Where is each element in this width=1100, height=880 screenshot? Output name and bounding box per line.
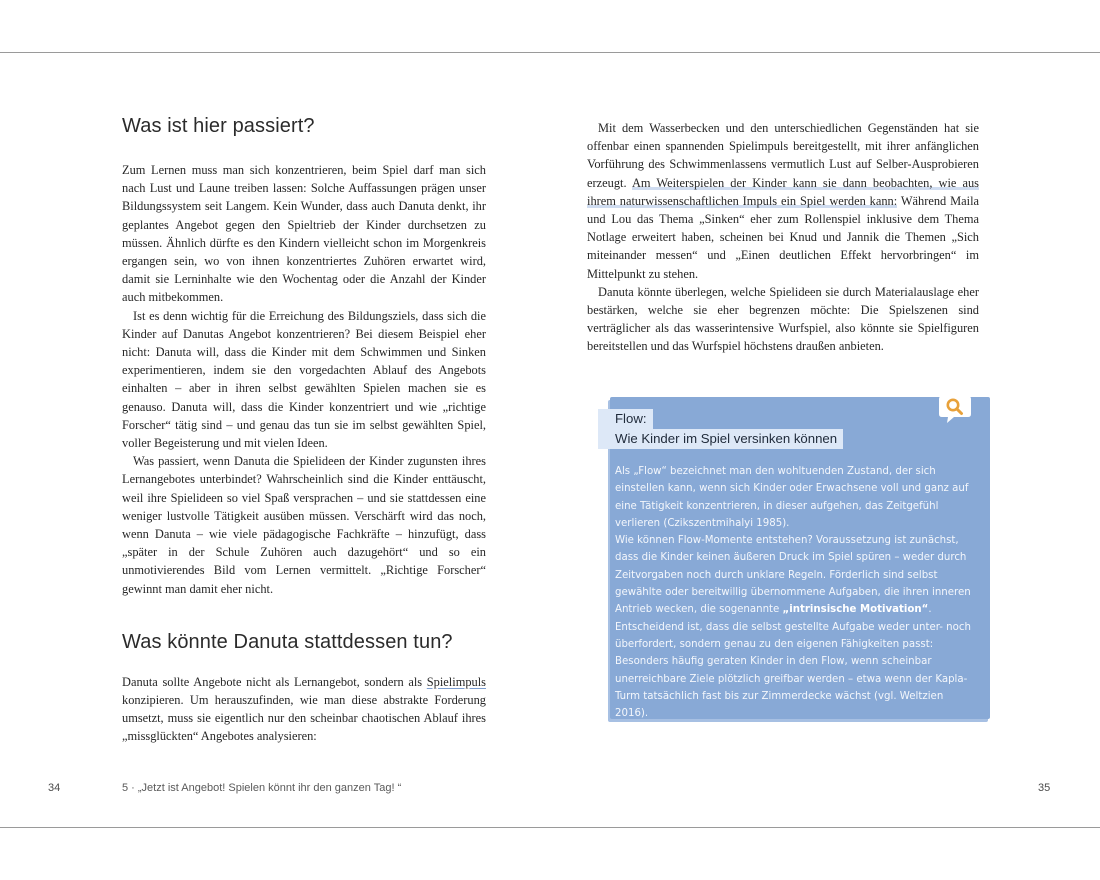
right-paragraph-2: Danuta könnte überlegen, welche Spielideen sie durch Materialauslage eher bestärken, welche sie eher begrenzen möchte: Die Spielszenen sind verträglicher als das wasserintensive Wurfspiel, also könnte sie Spielfiguren bereitstellen und das Wurfspiel höchstens draußen anbieten.	[587, 284, 979, 354]
running-head: 5 · „Jetzt ist Angebot! Spielen könnt ihr den ganzen Tag! “	[122, 782, 402, 794]
highlighted-passage: Am Weiterspielen der Kinder kann sie dann beobachten, wie aus ihrem naturwissenschaftlichen Impuls ein Spiel werden kann:	[587, 175, 979, 208]
right-page-number: 35	[1038, 782, 1051, 794]
right-paragraph-1	[587, 119, 979, 283]
right-column	[587, 119, 979, 356]
right-paragraph-1-text-b: Während Maila und Lou das Thema „Sinken“ eher zum Rollenspiel inklusive dem Thema Notlage erweitert haben, scheinen bei Knud und Jannik die Themen „Sich miteinander messen“ und „Einen deutlichen Effekt hervorbringen“ im Mittelpunkt zu stehen.	[587, 193, 980, 281]
flow-paragraph-2-text-a: Wie können Flow-Momente entstehen? Voraussetzung ist zunächst, dass die Kinder keinen äußeren Druck im Spiel spüren – weder durch Zeitvorgaben noch durch unklare Regeln. Förderlich sind selbst gewählte oder bereitwillig übernommene Aufgaben, die ihren inneren Antrieb wecken, die sogenannte	[615, 535, 971, 616]
section-heading-what-happened: Was ist hier passiert?	[122, 115, 315, 137]
flow-paragraph-2-text-b: . Entscheidend ist, dass die selbst gestellte Aufgabe weder unter- noch überfordert, sondern genau zu den eigenen Fähigkeiten passt: Besonders häufig geraten Kinder in den Flow, wenn scheinbar unerreichbare Ziele plötzlich greifbar werden – etwa wenn der Kapla-Turm tatsächlich fast bis zur Zimmerdecke wächst (vgl. Weltzien 2016).	[615, 604, 971, 720]
paragraph-4-text-b: konzipieren. Um herauszufinden, wie man diese abstrakte Forderung umsetzt, muss sie eigentlich nur den scheinbar chaotischen Ablauf ihres „missglückten“ Angebotes analysieren:	[122, 693, 486, 744]
left-page-number: 34	[48, 782, 61, 794]
flow-title-line-1: Flow:	[598, 409, 653, 429]
paragraph-4-text-a: Danuta sollte Angebote nicht als Lernangebot, sondern als	[122, 674, 427, 689]
left-column	[122, 115, 486, 746]
flow-box-title	[598, 409, 898, 449]
flow-paragraph-2	[615, 532, 975, 722]
flow-paragraph-1: Als „Flow“ bezeichnet man den wohltuenden Zustand, der sich einstellen kann, wenn sich Kinder oder Erwachsene voll und ganz auf eine Tätigkeit konzentrieren, in dieser aufgehen, das Zeitgefühl verlieren (Czikszentmihalyi 1985).	[615, 466, 969, 529]
paragraph-2: Ist es denn wichtig für die Erreichung des Bildungsziels, dass sich die Kinder auf Danutas Angebot konzentrieren? Bei diesem Beispiel eher nicht: Danuta will, dass die Kinder mit dem Schwimmen und Sinken experimentieren, indem sie den vorgedachten Ablauf des Angebots einhalten – aber in ihren selbst gewählten Spielen machen sie es genauso. Danuta will, dass die Kinder konzentriert und wie „richtige Forscher“ tätig sind – und genau das tun sie im selbst gewählten Spiel, voller Begeisterung und mit vielen Ideen.	[122, 308, 486, 451]
right-page	[550, 53, 1100, 827]
paragraph-4	[122, 673, 486, 746]
paragraph-3: Was passiert, wenn Danuta die Spielideen der Kinder zugunsten ihres Lernangebotes unterbindet? Wahrscheinlich sind die Kinder enttäuscht, weil ihre Spielideen so viel Spaß versprachen – und sie stattdessen eine weniger lustvolle Tätigkeit ausüben müssen. Verschärft wird das noch, wenn Danuta – wie viele pädagogische Fachkräfte – hinzufügt, dass „später in der Schule Zuhören auch dazugehört“ und so ein unmotivierendes Bild vom Lernen vermittelt. „Richtige Forscher“ gewinnt man damit eher nicht.	[122, 454, 486, 596]
left-page	[0, 53, 550, 827]
paragraph-1: Zum Lernen muss man sich konzentrieren, beim Spiel darf man sich nach Lust und Laune treiben lassen: Solche Auffassungen prägen unser Bildungssystem seit Langem. Kein Wunder, dass auch Danuta denkt, ihr geplantes Angebot gegen den Spieltrieb der Kinder durchsetzen zu müssen. Ähnlich dürfte es den Kindern vielleicht schon im Morgenkreis ergangen sein, wo von ihnen konzentriertes Zuhören erwartet wird, damit sie Lerninhalte wie den Wochentag oder die Anzahl der Kinder auch mitbekommen.	[122, 163, 486, 305]
glossary-link-spielimpuls[interactable]: Spielimpuls	[426, 674, 486, 689]
flow-info-box	[598, 387, 990, 719]
flow-title-line-2: Wie Kinder im Spiel versinken können	[598, 429, 843, 449]
magnifier-speech-bubble-icon	[938, 393, 972, 425]
book-spread	[0, 52, 1100, 828]
intrinsic-motivation-term: „intrinsische Motivation“	[782, 604, 929, 616]
section-heading-what-instead: Was könnte Danuta stattdessen tun?	[122, 630, 453, 653]
flow-box-body	[615, 463, 975, 722]
right-paragraph-1-text-a: Mit dem Wasserbecken und den unterschiedlichen Gegenständen hat sie offenbar einen spannenden Spielimpuls bereitgestellt, mit ihrer anfänglichen Vorführung des Schwimmenlassens vermutlich Lust auf Selber-Ausprobieren erzeugt.	[587, 121, 979, 190]
